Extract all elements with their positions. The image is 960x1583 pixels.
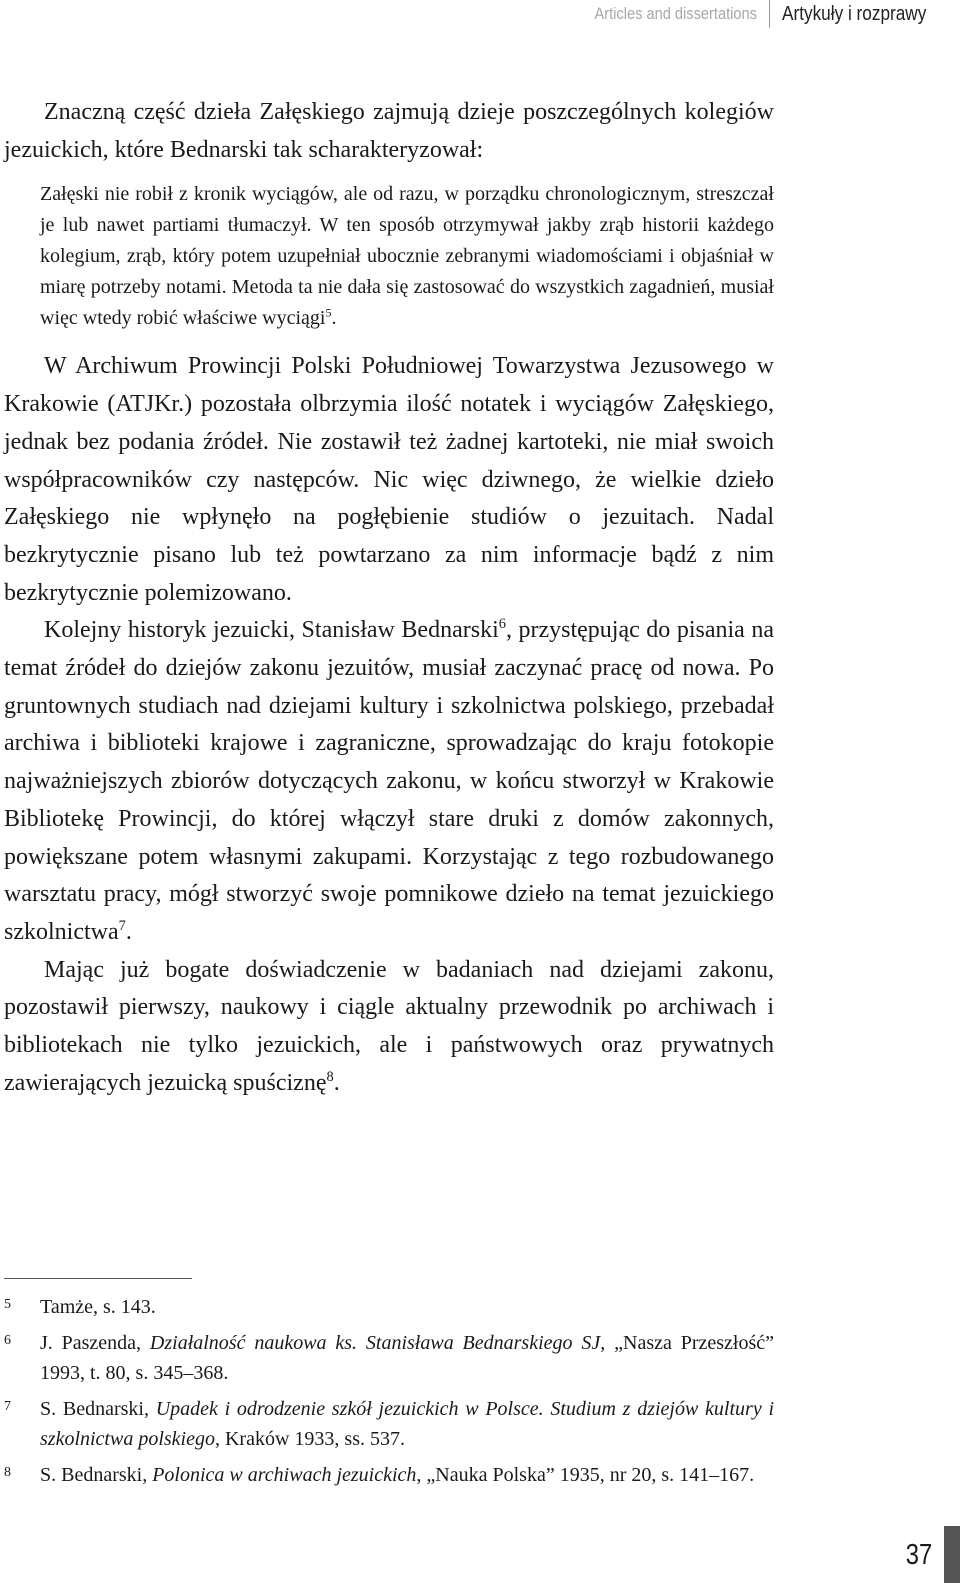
footnote-text <box>40 1328 774 1388</box>
footnotes <box>4 1292 774 1496</box>
footnote-number: 8 <box>4 1465 11 1480</box>
footnote-source: , „Nauka Polska” 1935, nr 20, s. 141–167. <box>416 1464 755 1486</box>
intro-paragraph: Znaczną część dzieła Załęskiego zajmują dzieje poszczególnych kolegiów jezuickich, które Bednarski tak scharakteryzował: <box>4 99 774 163</box>
paragraph-text: Mając już bogate doświadczenie w badaniach nad dziejami zakonu, pozostawił pierwszy, naukowy i ciągle aktualny przewodnik po archiwach i bibliotekach nie tylko jezuickich, ale i państwowych oraz prywatnych zawierających jezuicką spuściznę <box>4 956 774 1096</box>
footnote-text <box>40 1460 774 1490</box>
footnote-ref-8[interactable]: 8 <box>326 1068 334 1085</box>
paragraph-end: . <box>333 1069 340 1096</box>
paragraph-bednarski <box>4 612 774 951</box>
footnote-ref-7[interactable]: 7 <box>118 917 126 934</box>
quote-end: . <box>331 307 337 330</box>
footnote-6 <box>4 1328 774 1388</box>
footnote-ref-6[interactable]: 6 <box>498 616 506 633</box>
footnote-author: S. Bednarski, <box>40 1398 156 1420</box>
footnote-5 <box>4 1292 774 1322</box>
footnote-number: 5 <box>4 1297 11 1312</box>
header-divider <box>769 0 770 28</box>
block-quote <box>40 179 774 334</box>
header-section-polish: Artykuły i rozprawy <box>782 2 927 25</box>
footnote-source: , „Nasza Przeszłość” 1993, t. 80, s. 345–368. <box>40 1332 774 1384</box>
page-edge-tab <box>944 1526 960 1583</box>
footnote-number: 7 <box>4 1399 11 1414</box>
article-body <box>4 94 774 1102</box>
footnote-title: Działalność naukowa ks. Stanisława Bednarskiego SJ <box>149 1332 601 1354</box>
footnote-separator <box>4 1278 192 1279</box>
footnote-author: J. Paszenda, <box>40 1332 150 1354</box>
footnote-title: Polonica w archiwach jezuickich <box>152 1464 417 1486</box>
footnote-text: Tamże, s. 143. <box>40 1296 156 1318</box>
footnote-author: S. Bednarski, <box>40 1464 153 1486</box>
footnote-number: 6 <box>4 1333 11 1348</box>
paragraph-text: Kolejny historyk jezuicki, Stanisław Bednarski <box>44 617 499 644</box>
paragraph-archive: W Archiwum Prowincji Polski Południowej Towarzystwa Jezusowego w Krakowie (ATJKr.) pozostała olbrzymia ilość notatek i wyciągów Załęskiego, jednak bez podania źródeł. Nie zostawił też żadnej kartoteki, nie miał swoich współpracowników czy następców. Nic więc dziwnego, że wielkie dzieło Załęskiego nie wpłynęło na pogłębienie studiów o jezuitach. Nadal bezkrytycznie pisano lub też powtarzano za nim informacje bądź z nim bezkrytycznie polemizowano. <box>4 353 774 606</box>
paragraph-end: . <box>125 918 132 945</box>
paragraph-text: , przystępując do pisania na temat źródeł do dziejów zakonu jezuitów, musiał zaczynać pracę od nowa. Po gruntownych studiach nad dziejami kultury i szkolnictwa polskiego, przebadał archiwa i biblioteki krajowe i zagraniczne, sprowadzając do kraju fotokopie najważniejszych zbiorów dotyczących zakonu, w końcu stworzył w Krakowie Bibliotekę Prowincji, do której włączył stare druki z domów zakonnych, powiększane potem własnymi zakupami. Korzystając z tego rozbudowanego warsztatu pracy, mógł stworzyć swoje pomnikowe dzieło na temat jezuickiego szkolnictwa <box>4 617 774 945</box>
footnote-ref-5[interactable]: 5 <box>325 305 332 320</box>
footnote-8 <box>4 1460 774 1490</box>
quote-text: Załęski nie robił z kronik wyciągów, ale od razu, w porządku chronologicznym, streszczał je lub nawet partiami tłumaczył. W ten sposób otrzymywał jakby zrąb historii każdego kolegium, zrąb, który potem uzupełniał ubocznie zebranymi wiadomościami i objaśniał w miarę potrzeby notami. Metoda ta nie dała się zastosować do wszystkich zagadnień, musiał więc wtedy robić właściwe wyciągi <box>40 183 774 330</box>
page-number: 37 <box>905 1539 932 1571</box>
header-section-english: Articles and dissertations <box>594 4 758 23</box>
footnote-source: , Kraków 1933, ss. 537. <box>214 1428 405 1450</box>
footnote-title: Upadek i odrodzenie szkół jezuickich w Polsce. Studium z dziejów kultury i szkolnictwa polskiego <box>40 1398 774 1450</box>
footnote-text <box>40 1394 774 1454</box>
paragraph-guide <box>4 952 774 1103</box>
running-header <box>568 0 950 28</box>
footnote-7 <box>4 1394 774 1454</box>
